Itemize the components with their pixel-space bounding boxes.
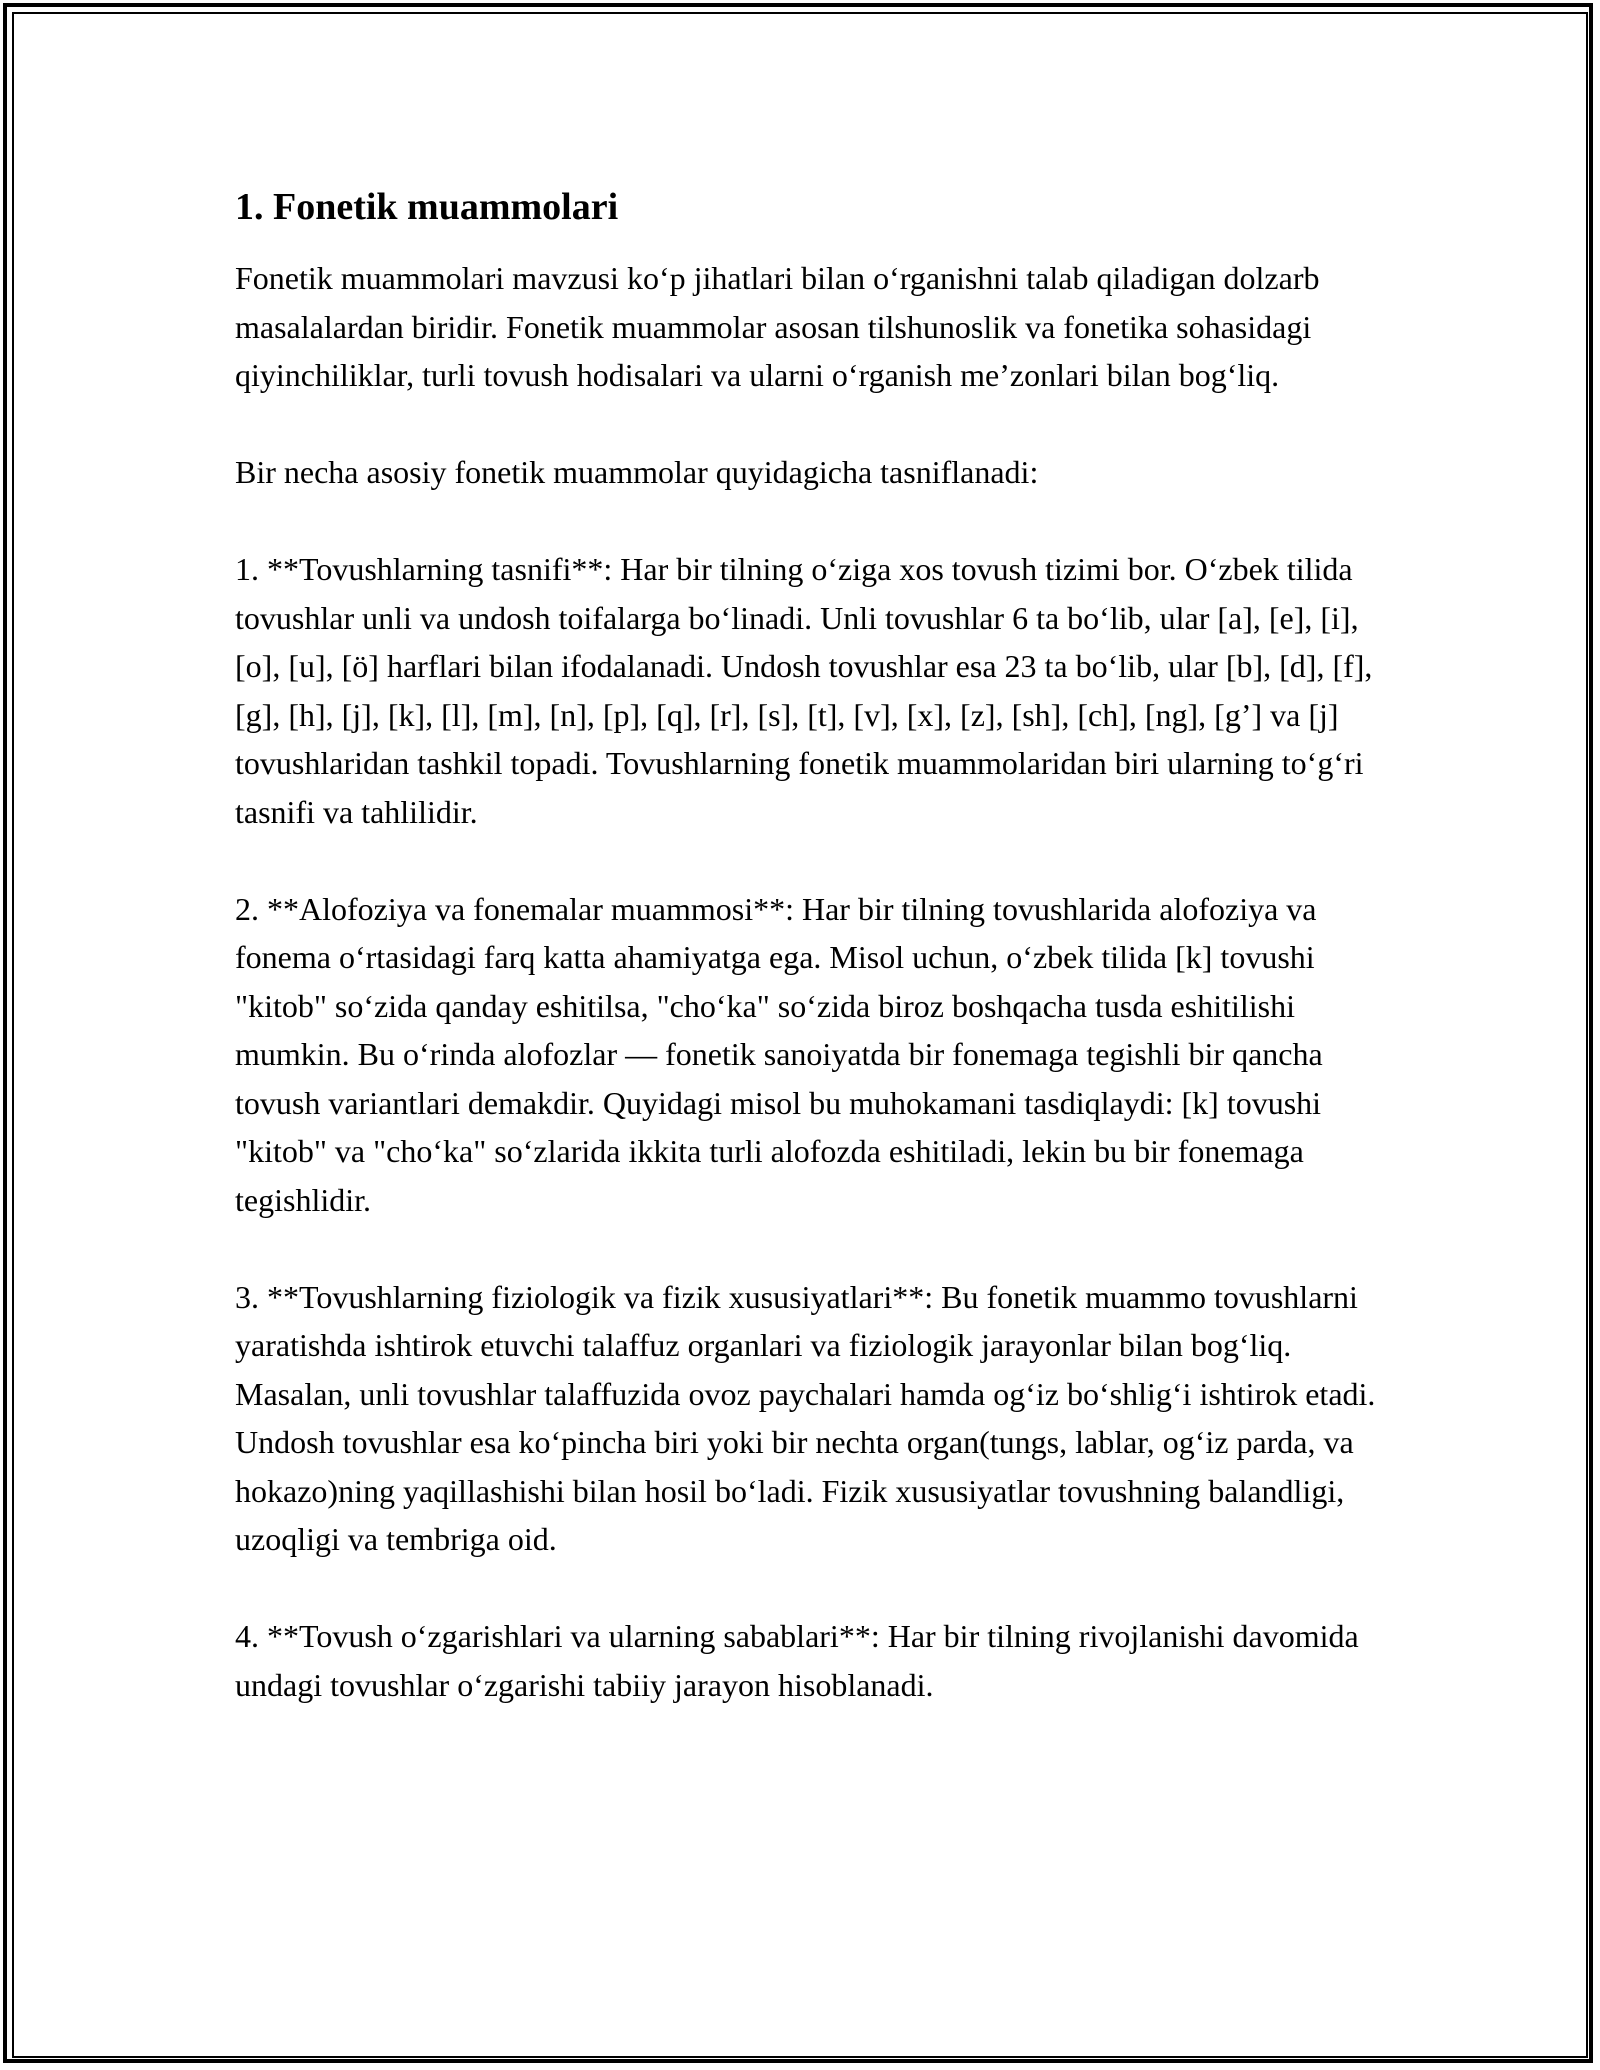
- document-body: [235, 185, 1385, 1758]
- item-2-paragraph: 2. **Alofoziya va fonemalar muammosi**: Har bir tilning tovushlarida alofoziya va fonema o‘rtasidagi farq katta ahamiyatga ega. Misol uchun, o‘zbek tilida [k] tovushi "kitob" so‘zida qanday eshitilsa, "cho‘ka" so‘zida biroz boshqacha tusda eshitilishi mumkin. Bu o‘rinda alofozlar — fonetik sanoiyatda bir fonemaga tegishli bir qancha tovush variantlari demakdir. Quyidagi misol bu muhokamani tasdiqlaydi: [k] tovushi "kitob" va "cho‘ka" so‘zlarida ikkita turli alofozda eshitiladi, lekin bu bir fonemaga tegishlidir.: [235, 890, 1323, 1218]
- section-heading: 1. Fonetik muammolari: [235, 186, 619, 228]
- item-1-paragraph: 1. **Tovushlarning tasnifi**: Har bir tilning o‘ziga xos tovush tizimi bor. O‘zbek tilida tovushlar unli va undosh toifalarga bo‘linadi. Unli tovushlar 6 ta bo‘lib, ular [a], [e], [i], [o], [u], [ö] harflari bilan ifodalanadi. Undosh tovushlar esa 23 ta bo‘lib, ular [b], [d], [f], [g], [h], [j], [k], [l], [m], [n], [p], [q], [r], [s], [t], [v], [x], [z], [sh], [ch], [ng], [g’] va [j] tovushlaridan tashkil topadi. Tovushlarning fonetik muammolaridan biri ularning to‘g‘ri tasnifi va tahlilidir.: [235, 551, 1373, 830]
- classification-lead-paragraph: Bir necha asosiy fonetik muammolar quyidagicha tasniflanadi:: [235, 454, 1039, 490]
- item-4-paragraph: 4. **Tovush o‘zgarishlari va ularning sabablari**: Har bir tilning rivojlanishi davomida undagi tovushlar o‘zgarishi tabiiy jarayon hisoblanadi.: [235, 1618, 1359, 1703]
- intro-paragraph: Fonetik muammolari mavzusi ko‘p jihatlari bilan o‘rganishni talab qiladigan dolzarb masalalardan biridir. Fonetik muammolar asosan tilshunoslik va fonetika sohasidagi qiyinchiliklar, turli tovush hodisalari va ularni o‘rganish me’zonlari bilan bog‘liq.: [235, 260, 1320, 393]
- item-3-paragraph: 3. **Tovushlarning fiziologik va fizik xususiyatlari**: Bu fonetik muammo tovushlarni yaratishda ishtirok etuvchi talaffuz organlari va fiziologik jarayonlar bilan bog‘liq. Masalan, unli tovushlar talaffuzida ovoz paychalari hamda og‘iz bo‘shlig‘i ishtirok etadi. Undosh tovushlar esa ko‘pincha biri yoki bir nechta organ(tungs, lablar, og‘iz parda, va hokazo)ning yaqillashishi bilan hosil bo‘ladi. Fizik xususiyatlar tovushning balandligi, uzoqligi va tembriga oid.: [235, 1278, 1376, 1557]
